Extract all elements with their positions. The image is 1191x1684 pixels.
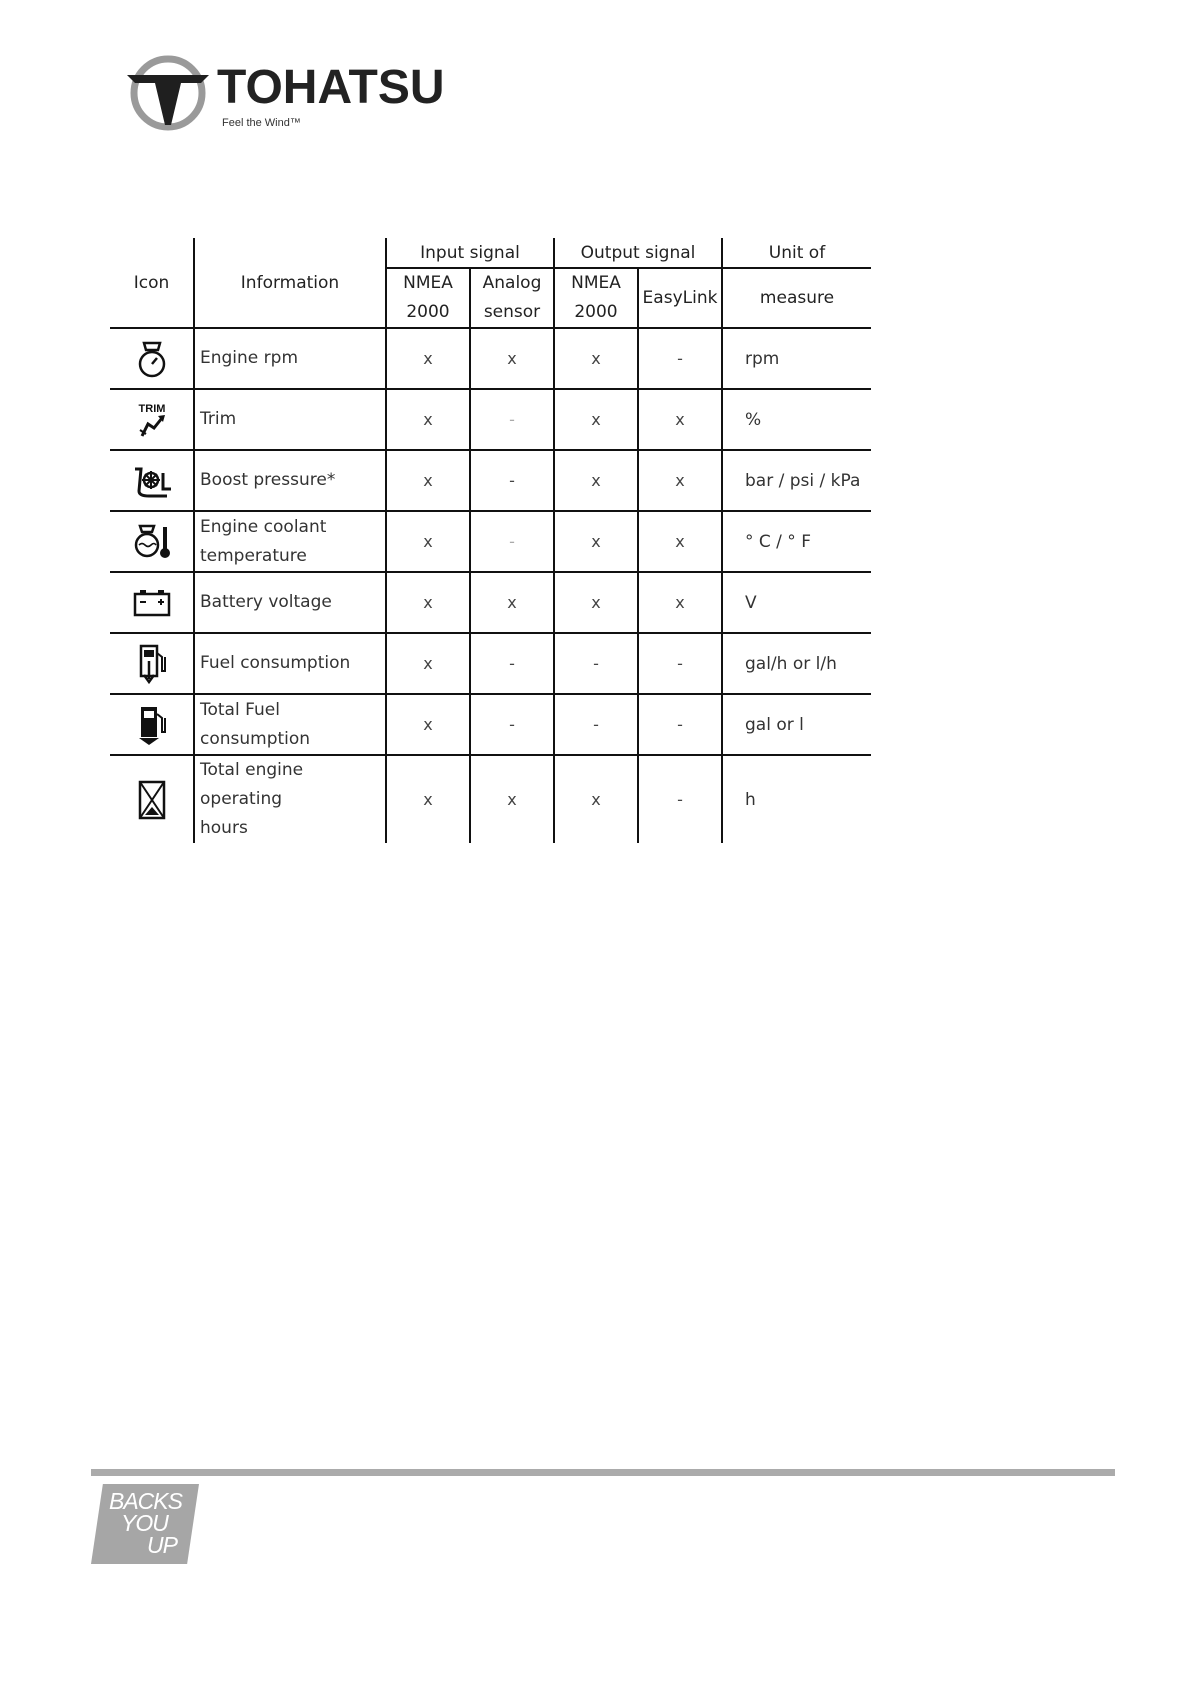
- cell-output-nmea: x: [554, 450, 638, 511]
- cell-analog: -: [470, 511, 554, 572]
- cell-easylink: x: [638, 450, 722, 511]
- cell-output-nmea: -: [554, 633, 638, 694]
- cell-analog: x: [470, 755, 554, 843]
- cell-input-nmea: x: [386, 450, 470, 511]
- cell-output-nmea: x: [554, 328, 638, 389]
- info-line1: Boost pressure*: [200, 470, 336, 490]
- header-unit-bottom: measure: [722, 268, 871, 328]
- header-input-nmea-line2: 2000: [406, 302, 450, 322]
- cell-analog: x: [470, 572, 554, 633]
- info-line1: Engine rpm: [200, 348, 299, 368]
- cell-unit: ° C / ° F: [722, 511, 871, 572]
- table-row: [110, 755, 871, 843]
- hourglass-icon: [137, 779, 167, 821]
- cell-output-nmea: -: [554, 694, 638, 755]
- header-analog-line1: Analog: [482, 273, 542, 293]
- cell-easylink: x: [638, 389, 722, 450]
- header-information: Information: [194, 238, 386, 328]
- cell-output-nmea: x: [554, 389, 638, 450]
- info-line1: Total engine operating: [200, 760, 304, 809]
- cell-easylink: -: [638, 328, 722, 389]
- cell-analog: -: [470, 389, 554, 450]
- cell-output-nmea: x: [554, 755, 638, 843]
- info-line1: Fuel consumption: [200, 653, 351, 673]
- header-analog-line2: sensor: [483, 302, 541, 322]
- table-row: [110, 328, 871, 389]
- header-unit-top: Unit of: [722, 238, 871, 268]
- cell-easylink: x: [638, 511, 722, 572]
- info-line1: Battery voltage: [200, 592, 332, 612]
- footer-divider: [91, 1469, 1115, 1476]
- cell-unit: rpm: [722, 328, 871, 389]
- cell-easylink: x: [638, 572, 722, 633]
- engine-icon: [135, 339, 169, 379]
- header-input-signal: Input signal: [386, 238, 554, 268]
- battery-icon: [132, 588, 172, 618]
- fuel-consumption-icon: [135, 643, 169, 685]
- info-line2: consumption: [200, 728, 311, 749]
- header-output-nmea: [554, 268, 638, 328]
- info-line1: Total Fuel: [200, 699, 280, 720]
- info-line2: hours: [200, 818, 248, 838]
- header-output-signal: Output signal: [554, 238, 722, 268]
- cell-input-nmea: x: [386, 511, 470, 572]
- tohatsu-emblem-icon: [125, 53, 211, 133]
- cell-input-nmea: x: [386, 389, 470, 450]
- table-row: [110, 633, 871, 694]
- header-input-nmea-line1: NMEA: [403, 273, 453, 293]
- cell-input-nmea: x: [386, 328, 470, 389]
- cell-unit: bar / psi / kPa: [722, 450, 871, 511]
- table-row: [110, 450, 871, 511]
- header-easylink: EasyLink: [638, 268, 722, 328]
- cell-unit: %: [722, 389, 871, 450]
- total-fuel-icon: [135, 704, 169, 746]
- badge-line1: BACKS: [109, 1488, 182, 1514]
- cell-analog: x: [470, 328, 554, 389]
- cell-input-nmea: x: [386, 572, 470, 633]
- boost-pressure-icon: [131, 463, 173, 499]
- info-line1: Trim: [200, 409, 237, 429]
- info-line2: temperature: [200, 545, 307, 566]
- header-input-nmea: [386, 268, 470, 328]
- svg-text:TRIM: TRIM: [138, 402, 165, 415]
- brand-tagline: Feel the Wind™: [222, 117, 301, 129]
- table-row: [110, 511, 871, 572]
- cell-unit: gal or l: [722, 694, 871, 755]
- coolant-temperature-icon: [132, 523, 172, 561]
- cell-analog: -: [470, 694, 554, 755]
- table-row: [110, 694, 871, 755]
- cell-unit: V: [722, 572, 871, 633]
- badge-line3: UP: [147, 1532, 177, 1558]
- table-row: [110, 389, 871, 450]
- brand-name: TOHATSU: [217, 61, 445, 114]
- header-icon: Icon: [133, 272, 170, 293]
- cell-easylink: -: [638, 694, 722, 755]
- info-line1: Engine coolant: [200, 516, 327, 537]
- cell-analog: -: [470, 633, 554, 694]
- tohatsu-logo: [125, 50, 445, 140]
- table-row: [110, 572, 871, 633]
- trim-icon: [132, 400, 172, 440]
- header-output-nmea-line2: 2000: [574, 302, 618, 322]
- badge-line2: YOU: [121, 1510, 168, 1536]
- cell-easylink: -: [638, 633, 722, 694]
- cell-output-nmea: x: [554, 572, 638, 633]
- backs-you-up-badge: [91, 1484, 199, 1564]
- header-analog-sensor: [470, 268, 554, 328]
- cell-input-nmea: x: [386, 755, 470, 843]
- cell-unit: h: [722, 755, 871, 843]
- cell-analog: -: [470, 450, 554, 511]
- cell-input-nmea: x: [386, 694, 470, 755]
- signal-table: [110, 238, 871, 843]
- header-output-nmea-line1: NMEA: [571, 273, 621, 293]
- cell-input-nmea: x: [386, 633, 470, 694]
- cell-easylink: -: [638, 755, 722, 843]
- cell-unit: gal/h or l/h: [722, 633, 871, 694]
- cell-output-nmea: x: [554, 511, 638, 572]
